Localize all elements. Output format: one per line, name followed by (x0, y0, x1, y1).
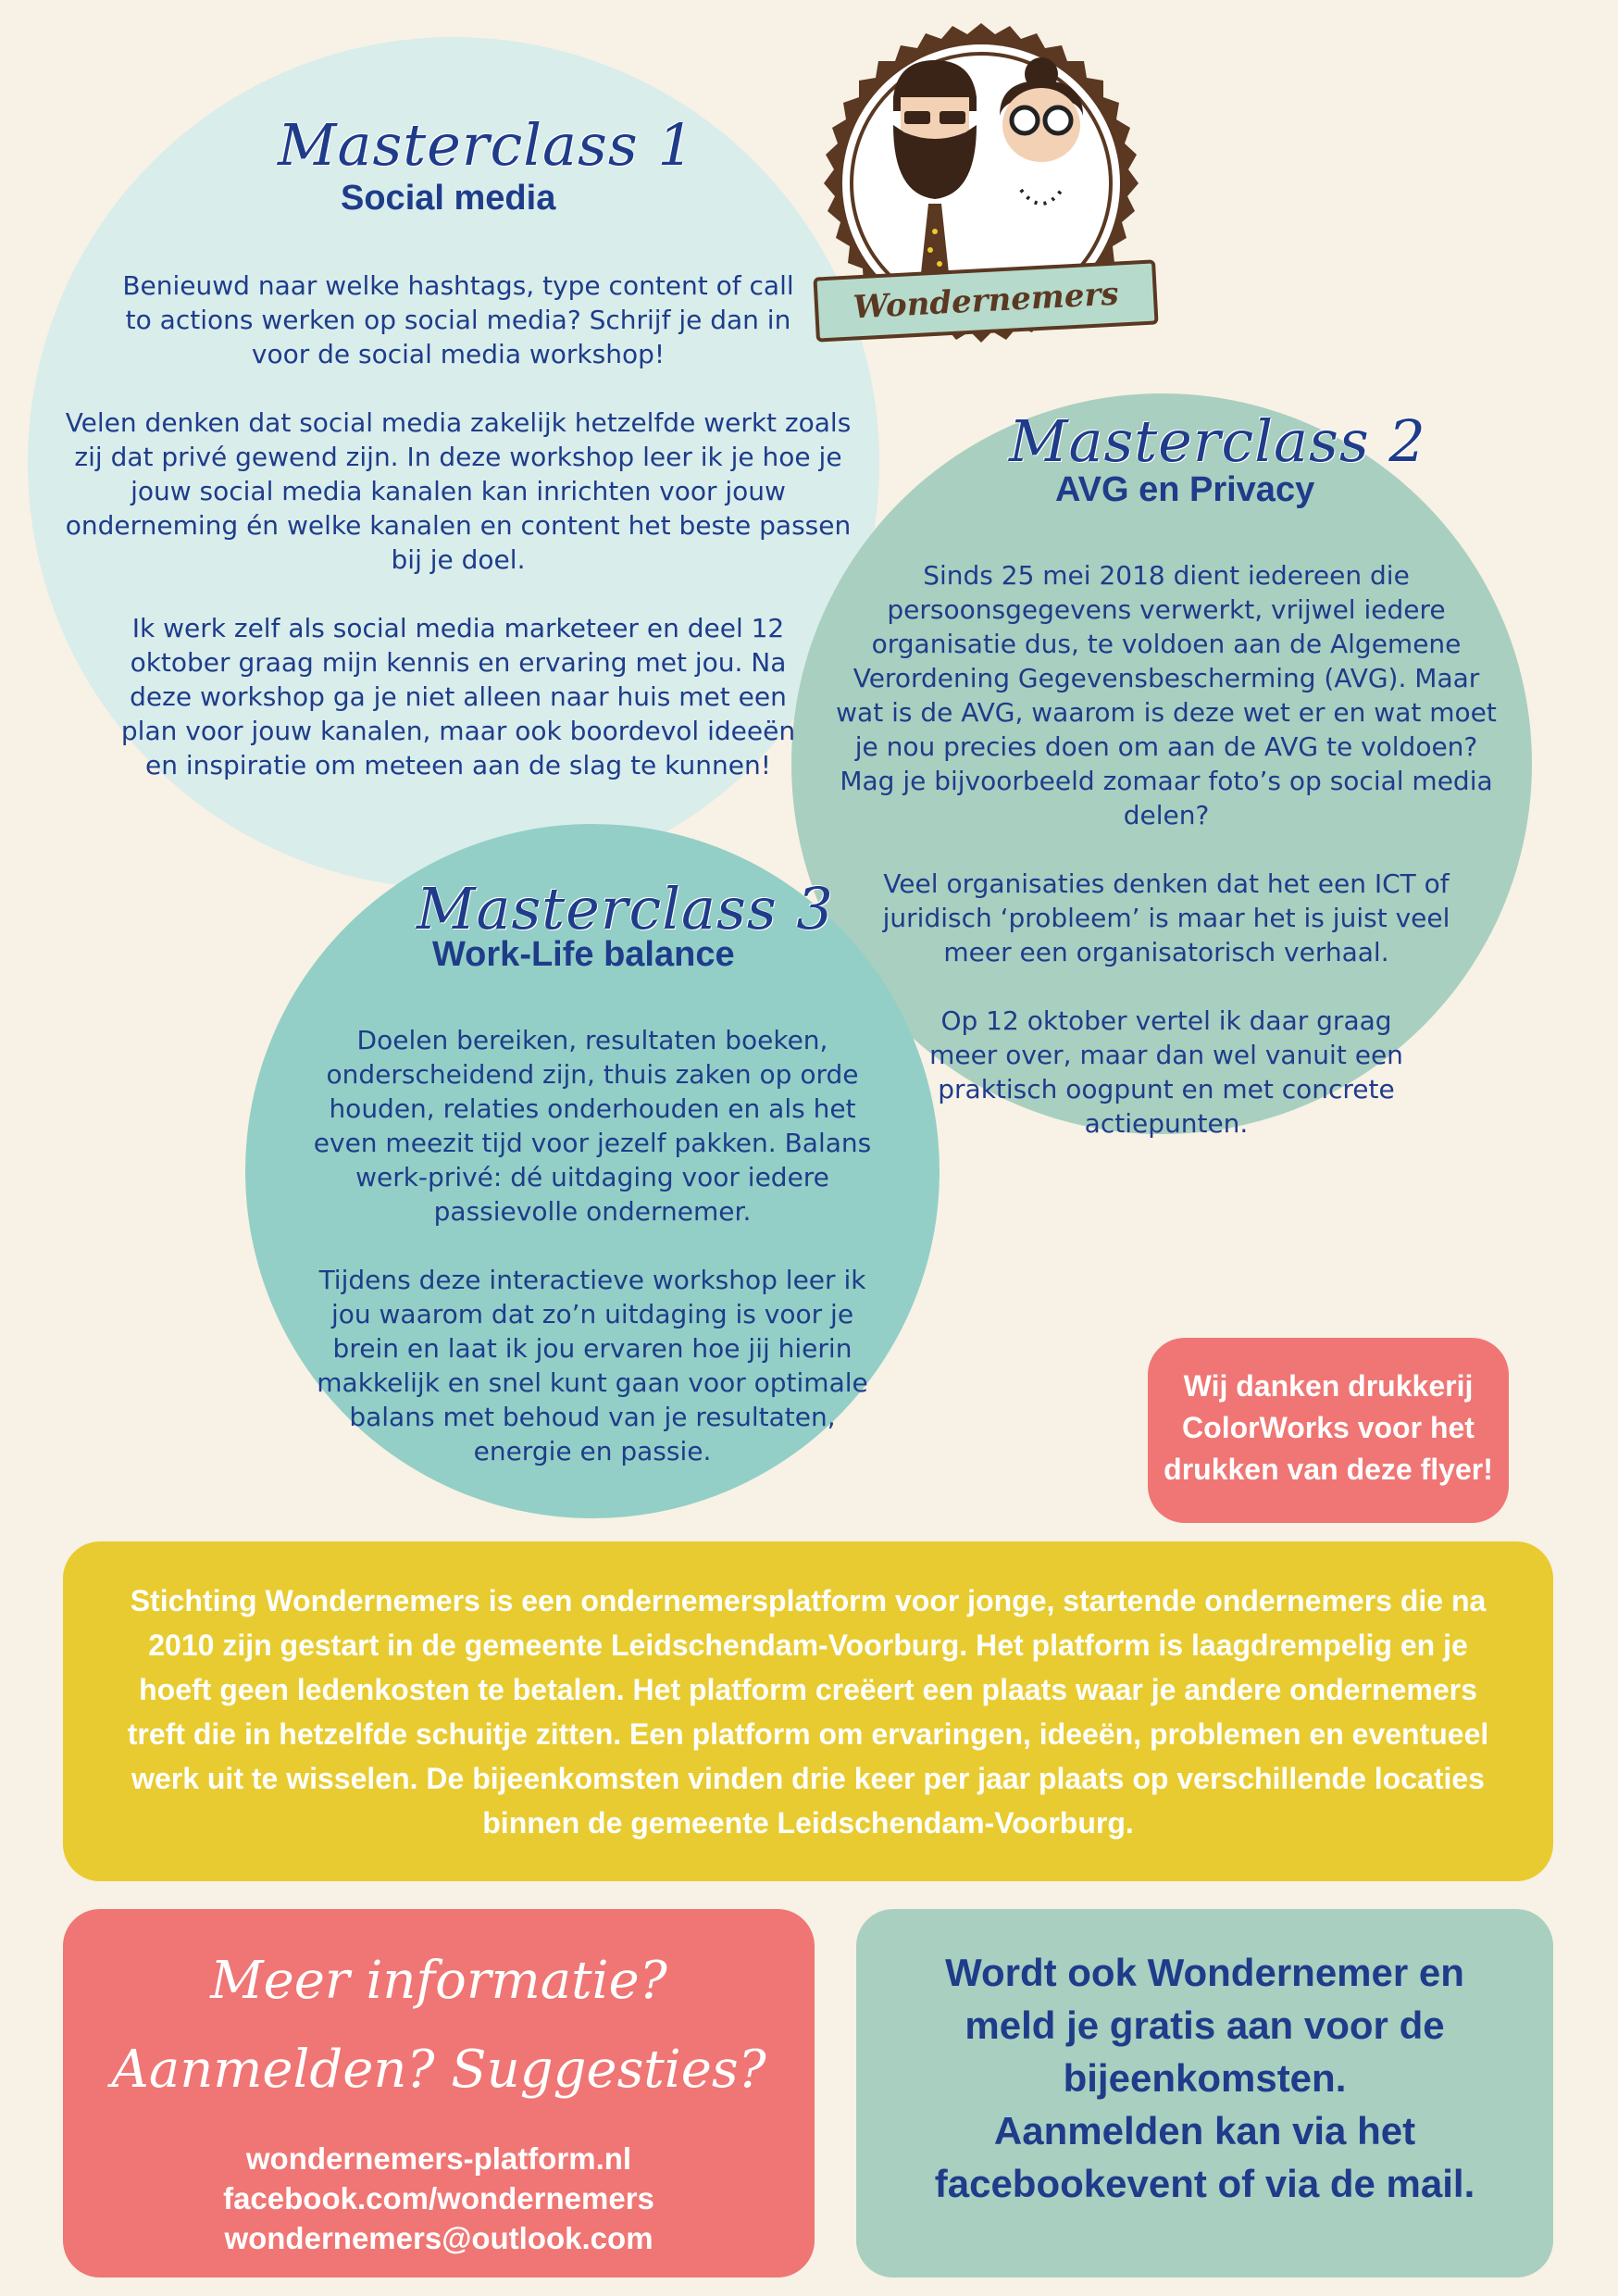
masterclass-2-paragraph: Sinds 25 mei 2018 dient iedereen die persoonsgegevens verwerkt, vrijwel iedere organisatie dus, te voldoen aan de Algemene Verordening Gegevensbescherming (AVG). Maar wat is de AVG, waarom is deze wet er en wat moet je nou precies doen om aan de AVG te voldoen? Mag je bijvoorbeeld zomaar foto’s op social media delen? (836, 560, 1497, 830)
website-link[interactable]: wondernemers-platform.nl (245, 2141, 632, 2176)
masterclass-2-paragraph: Op 12 oktober vertel ik daar graag meer over, maar dan wel vanuit een praktisch oogpunt en met concrete actiepunten. (929, 1005, 1403, 1139)
info-heading-line-2: Aanmelden? Suggesties? (111, 2040, 766, 2100)
info-box (63, 1909, 815, 2277)
masterclass-1-title: Masterclass 1 (278, 111, 695, 179)
masterclass-1-paragraph: Ik werk zelf als social media marketeer en deel 12 oktober graag mijn kennis en ervaring met jou. Na deze workshop ga je niet alleen naar huis met een plan voor jouw kanalen, maar ook boordevol ideeën en inspiratie om meteen aan de slag te kunnen! (120, 613, 796, 780)
masterclass-3-title: Masterclass 3 (417, 875, 834, 942)
masterclass-2-title: Masterclass 2 (1009, 407, 1426, 475)
thanks-box (1148, 1338, 1509, 1523)
thanks-text: Wij danken drukkerij ColorWorks voor het drukken van deze flyer! (1164, 1369, 1493, 1486)
masterclass-1-paragraph: Velen denken dat social media zakelijk hetzelfde werkt zoals zij dat privé gewend zijn. In deze workshop leer ik je hoe je jouw social media kanalen kan inrichten voor jouw onderneming én welke kanalen en content het beste passen bij je doel. (65, 407, 852, 575)
about-text: Stichting Wondernemers is een ondernemersplatform voor jonge, startende ondernemers die na 2010 zijn gestart in de gemeente Leidschendam-Voorburg. Het platform is laagdrempelig en je hoeft geen ledenkosten te betalen. Het platform creëert een plaats waar je andere ondernemers treft die in hetzelfde schuitje zitten. Een platform om ervaringen, ideeën, problemen en eventueel werk uit te wisselen. De bijeenkomsten vinden drie keer per jaar plaats op verschillende locaties binnen de gemeente Leidschendam-Voorburg. (127, 1584, 1489, 1840)
facebook-link[interactable]: facebook.com/wondernemers (223, 2181, 654, 2215)
join-box (856, 1909, 1553, 2277)
join-text-2: Aanmelden kan via het facebookevent of via de mail. (934, 2109, 1475, 2205)
masterclass-3-paragraph: Tijdens deze interactieve workshop leer ik jou waarom dat zo’n uitdaging is voor je brein en laat ik jou ervaren hoe jij hierin makkelijk en snel kunt gaan voor optimale balans met behoud van je resultaten, energie en passie. (317, 1265, 868, 1466)
email-link[interactable]: wondernemers@outlook.com (224, 2221, 653, 2255)
masterclass-2-subtitle: AVG en Privacy (1055, 470, 1315, 509)
logo-name: Wondernemers (852, 275, 1120, 327)
masterclass-2-paragraph: Veel organisaties denken dat het een ICT of juridisch ‘probleem’ is maar het is juist veel meer een organisatorisch verhaal. (882, 868, 1450, 967)
about-box (63, 1541, 1553, 1881)
join-text-1: Wordt ook Wondernemer en meld je gratis aan voor de bijeenkomsten. (945, 1951, 1464, 2100)
masterclass-1-description (65, 268, 852, 817)
masterclass-1-subtitle: Social media (341, 179, 556, 218)
masterclass-3-description (301, 1023, 884, 1503)
masterclass-3-paragraph: Doelen bereiken, resultaten boeken, onderscheidend zijn, thuis zaken op orde houden, relaties onderhouden en als het even meezit tijd voor jezelf pakken. Balans werk-privé: dé uitdaging voor iedere passievolle ondernemer. (313, 1025, 872, 1227)
masterclass-2-description (828, 558, 1504, 1175)
masterclass-3-subtitle: Work-Life balance (432, 935, 735, 974)
info-heading-line-1: Meer informatie? (210, 1951, 667, 2011)
masterclass-1-paragraph: Benieuwd naar welke hashtags, type content of call to actions werken op social media? Schrijf je dan in voor de social media workshop! (122, 270, 794, 369)
